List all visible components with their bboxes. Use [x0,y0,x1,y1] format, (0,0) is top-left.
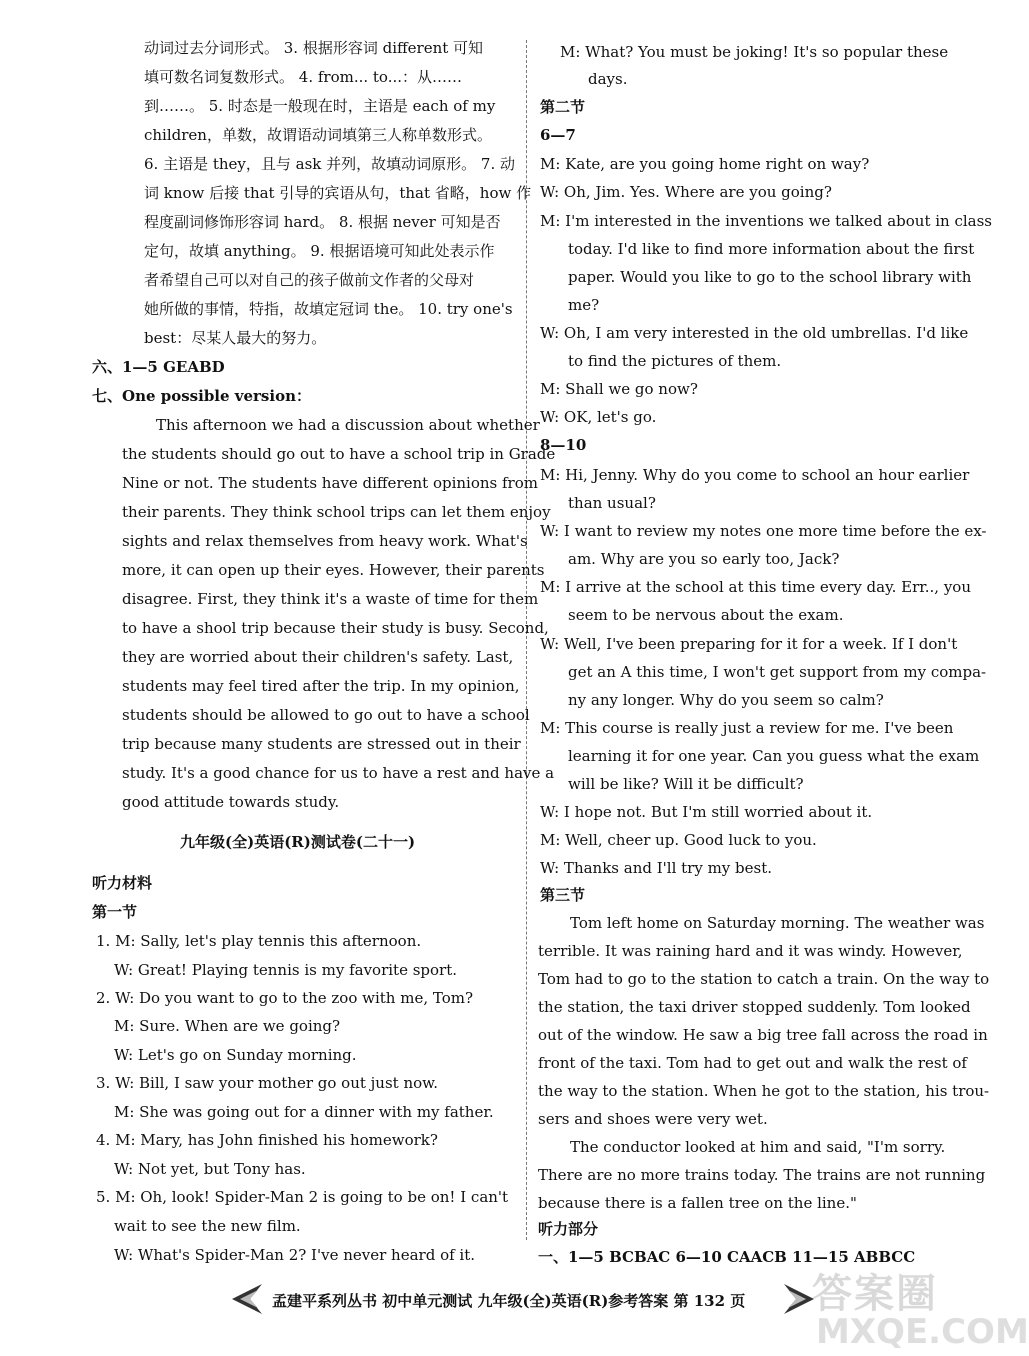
question-range-8-10: 8—10 [540,436,587,454]
note-line: 动词过去分词形式。 3. 根据形容词 different 可知 [144,39,484,57]
essay-line: Nine or not. The students have different opinions from [122,474,538,492]
essay-line: sights and relax themselves from heavy work. What's [122,532,528,550]
dialogue-line: than usual? [568,494,656,512]
dialogue-line: W: Let's go on Sunday morning. [114,1046,357,1064]
dialogue-line: M: I arrive at the school at this time every day. Err.., you [540,578,972,596]
dialogue-line: W: Oh, Jim. Yes. Where are you going? [540,183,832,201]
dialogue-line: W: I want to review my notes one more time before the ex- [540,522,987,540]
dialogue-line: M: This course is really just a review for me. I've been [540,719,954,737]
listening-answers: 一、1—5 BCBAC 6—10 CAACB 11—15 ABBCC [538,1248,916,1266]
dialogue-line: 4. M: Mary, has John finished his homework? [96,1131,438,1149]
chevron-left-icon [228,1282,264,1320]
note-line: 者希望自己可以对自己的孩子做前文作者的父母对 [144,271,475,289]
dialogue-line: me? [568,296,600,314]
page-footer [228,1280,818,1320]
dialogue-line: M: Well, cheer up. Good luck to you. [540,831,817,849]
essay-line: to have a shool trip because their study is busy. Second, [122,619,549,637]
dialogue-line: seem to be nervous about the exam. [568,606,844,624]
essay-line: students may feel tired after the trip. In my opinion, [122,677,520,695]
dialogue-line: W: OK, let's go. [540,408,657,426]
note-line: children，单数，故谓语动词填第三人称单数形式。 [144,126,492,144]
dialogue-line: W: Oh, I am very interested in the old umbrellas. I'd like [540,324,969,342]
dialogue-line: ny any longer. Why do you seem so calm? [568,691,884,709]
dialogue-line: to find the pictures of them. [568,352,782,370]
dialogue-line: days. [588,70,628,88]
dialogue-line: am. Why are you so early too, Jack? [568,550,840,568]
watermark-url: MXQE.COM [816,1312,1029,1352]
note-line: 定句，故填 anything。 9. 根据语境可知此处表示作 [144,242,495,260]
footer-caption: 孟建平系列丛书 初中单元测试 九年级(全)英语(R)参考答案 第 132 页 [272,1292,746,1310]
dialogue-line: M: She was going out for a dinner with my father. [114,1103,494,1121]
story-line: the way to the station. When he got to the station, his trou- [538,1082,990,1100]
note-line: 填可数名词复数形式。 4. from... to...：从…… [144,68,462,86]
story-line: front of the taxi. Tom had to get out and walk the rest of [538,1054,967,1072]
dialogue-line: paper. Would you like to go to the school library with [568,268,972,286]
story-line: There are no more trains today. The trains are not running [538,1166,986,1184]
essay-line: more, it can open up their eyes. However, their parents [122,561,545,579]
dialogue-line: M: Kate, are you going home right on way? [540,155,870,173]
story-line: Tom left home on Saturday morning. The weather was [570,914,985,932]
dialogue-line: W: Not yet, but Tony has. [114,1160,306,1178]
essay-line: This afternoon we had a discussion about whether [156,416,540,434]
dialogue-line: M: Shall we go now? [540,380,698,398]
essay-line: the students should go out to have a school trip in Grade [122,445,556,463]
dialogue-line: M: I'm interested in the inventions we talked about in class [540,212,992,230]
dialogue-line: today. I'd like to find more information about the first [568,240,975,258]
story-line: Tom had to go to the station to catch a train. On the way to [538,970,990,988]
dialogue-line: 1. M: Sally, let's play tennis this afternoon. [96,932,422,950]
dialogue-line: W: Thanks and I'll try my best. [540,859,773,877]
note-line: 到……。 5. 时态是一般现在时，主语是 each of my [144,97,496,115]
note-line: 程度副词修饰形容词 hard。 8. 根据 never 可知是否 [144,213,501,231]
dialogue-line: 3. W: Bill, I saw your mother go out just now. [96,1074,438,1092]
part-2-heading: 第二节 [540,98,586,116]
dialogue-line: learning it for one year. Can you guess what the exam [568,747,980,765]
dialogue-line: W: Great! Playing tennis is my favorite sport. [114,961,458,979]
listening-part-heading: 听力部分 [538,1220,599,1238]
part-1-heading: 第一节 [92,903,138,921]
note-line: 她所做的事情，特指，故填定冠词 the。 10. try one's [144,300,513,318]
dialogue-line: will be like? Will it be difficult? [568,775,804,793]
essay-line: good attitude towards study. [122,793,340,811]
note-line: 6. 主语是 they，且与 ask 并列，故填动词原形。 7. 动 [144,155,516,173]
dialogue-line: W: What's Spider-Man 2? I've never heard of it. [114,1246,476,1264]
test-title: 九年级(全)英语(R)测试卷(二十一) [180,833,416,851]
dialogue-line: W: Well, I've been preparing for it for a week. If I don't [540,635,958,653]
dialogue-line: get an A this time, I won't get support from my compa- [568,663,987,681]
dialogue-line: M: What? You must be joking! It's so popular these [560,43,949,61]
dialogue-line: 2. W: Do you want to go to the zoo with me, Tom? [96,989,473,1007]
essay-line: trip because many students are stressed out in their [122,735,521,753]
story-line: because there is a fallen tree on the line." [538,1194,857,1212]
story-line: The conductor looked at him and said, "I'm sorry. [570,1138,946,1156]
story-line: sers and shoes were very wet. [538,1110,768,1128]
dialogue-line: 5. M: Oh, look! Spider-Man 2 is going to be on! I can't [96,1188,509,1206]
part-3-heading: 第三节 [540,886,586,904]
essay-line: study. It's a good chance for us to have a rest and have a [122,764,555,782]
story-line: terrible. It was raining hard and it was windy. However, [538,942,963,960]
watermark-text: 答案圈 [812,1271,938,1317]
watermark [812,1262,1029,1352]
dialogue-line: M: Sure. When are we going? [114,1017,341,1035]
question-range-6-7: 6—7 [540,126,576,144]
story-line: out of the window. He saw a big tree fall across the road in [538,1026,988,1044]
essay-line: students should be allowed to go out to have a school [122,706,530,724]
dialogue-line: wait to see the new film. [114,1217,301,1235]
section-6-answers: 六、1—5 GEABD [92,358,225,376]
essay-line: their parents. They think school trips can let them enjoy [122,503,551,521]
section-7-heading: 七、One possible version： [92,387,311,405]
note-line: 词 know 后接 that 引导的宾语从句，that 省略，how 作 [144,184,532,202]
listening-material-heading: 听力材料 [92,874,153,892]
column-divider [526,40,527,1240]
story-line: the station, the taxi driver stopped suddenly. Tom looked [538,998,971,1016]
dialogue-line: M: Hi, Jenny. Why do you come to school an hour earlier [540,466,970,484]
dialogue-line: W: I hope not. But I'm still worried about it. [540,803,873,821]
essay-line: disagree. First, they think it's a waste of time for them [122,590,539,608]
note-line: best：尽某人最大的努力。 [144,329,327,347]
essay-line: they are worried about their children's safety. Last, [122,648,514,666]
